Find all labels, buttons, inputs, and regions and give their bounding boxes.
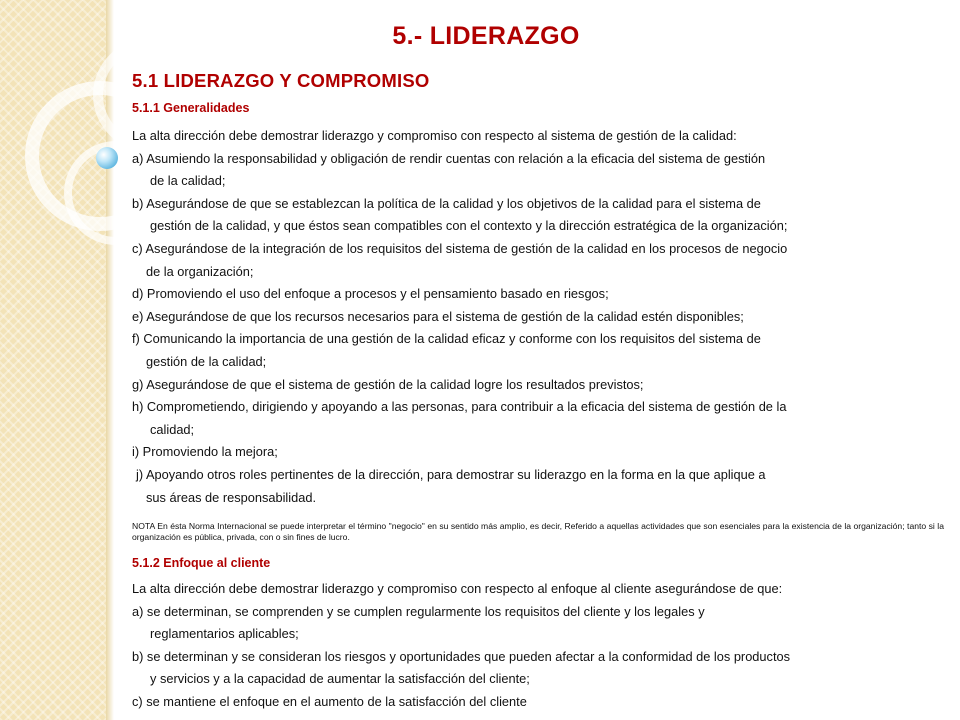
list-item-h-cont: calidad; xyxy=(150,421,195,437)
list-item-b-cont: y servicios y a la capacidad de aumentar la satisfacción del cliente; xyxy=(150,671,530,687)
list-item-a-cont: reglamentarios aplicables; xyxy=(150,626,299,642)
text-line: La alta dirección debe demostrar liderazgo y compromiso con respecto al sistema de gestión de la calidad: xyxy=(132,128,737,143)
enfoque-cliente-text xyxy=(132,578,944,714)
list-item-b: b) Asegurándose de que se establezcan la política de la calidad y los objetivos de la calidad para el sistema de xyxy=(132,195,761,211)
list-item-a: a) Asumiendo la responsabilidad y obligación de rendir cuentas con relación a la eficacia del sistema de gestión xyxy=(132,150,766,166)
blue-bubble xyxy=(96,147,118,169)
section-title: 5.1 LIDERAZGO Y COMPROMISO xyxy=(132,70,430,91)
list-item-j-cont: sus áreas de responsabilidad. xyxy=(146,489,317,505)
list-item-b-cont: gestión de la calidad, y que éstos sean compatibles con el contexto y la dirección estratégica de la organización; xyxy=(150,218,788,234)
text-line: La alta dirección debe demostrar liderazgo y compromiso con respecto al enfoque al cliente asegurándose de que: xyxy=(132,581,783,596)
list-item-f-cont: gestión de la calidad; xyxy=(146,353,267,369)
list-item-d: d) Promoviendo el uso del enfoque a procesos y el pensamiento basado en riesgos; xyxy=(132,286,609,302)
list-item-g: g) Asegurándose de que el sistema de gestión de la calidad logre los resultados previstos; xyxy=(132,376,644,392)
list-item-e: e) Asegurándose de que los recursos necesarios para el sistema de gestión de la calidad estén disponibles; xyxy=(132,308,744,324)
list-item-a: a) se determinan, se comprenden y se cumplen regularmente los requisitos del cliente y los legales y xyxy=(132,603,705,619)
list-item-a-cont: de la calidad; xyxy=(150,173,226,189)
page-title: 5.- LIDERAZGO xyxy=(392,22,580,50)
nota-note: NOTA En ésta Norma Internacional se puede interpretar el término "negocio" en su sentido más amplio, es decir, Referido a aquellas actividades que son esenciales para la existencia de la organización; tanto si la organización es pública, privada, con o sin fines de lucro. xyxy=(132,521,944,542)
list-item-i: i) Promoviendo la mejora; xyxy=(132,444,278,460)
generalidades-text xyxy=(132,125,944,509)
list-item-h: h) Comprometiendo, dirigiendo y apoyando a las personas, para contribuir a la eficacia del sistema de gestión de la xyxy=(132,399,787,415)
slide-content xyxy=(132,0,944,720)
list-item-f: f) Comunicando la importancia de una gestión de la calidad eficaz y conforme con los requisitos del sistema de xyxy=(132,331,761,347)
list-item-c: c) Asegurándose de la integración de los requisitos del sistema de gestión de la calidad en los procesos de negocio xyxy=(132,240,788,256)
list-item-b: b) se determinan y se consideran los riesgos y oportunidades que pueden afectar a la conformidad de los productos xyxy=(132,648,791,664)
subsection-title-generalidades: 5.1.1 Generalidades xyxy=(132,101,250,115)
list-item-c-cont: de la organización; xyxy=(146,263,254,279)
subsection-title-enfoque-cliente: 5.1.2 Enfoque al cliente xyxy=(132,556,271,570)
list-item-c: c) se mantiene el enfoque en el aumento de la satisfacción del cliente xyxy=(132,693,527,709)
list-item-j: j) Apoyando otros roles pertinentes de la dirección, para demostrar su liderazgo en la forma en la que aplique a xyxy=(136,466,766,482)
